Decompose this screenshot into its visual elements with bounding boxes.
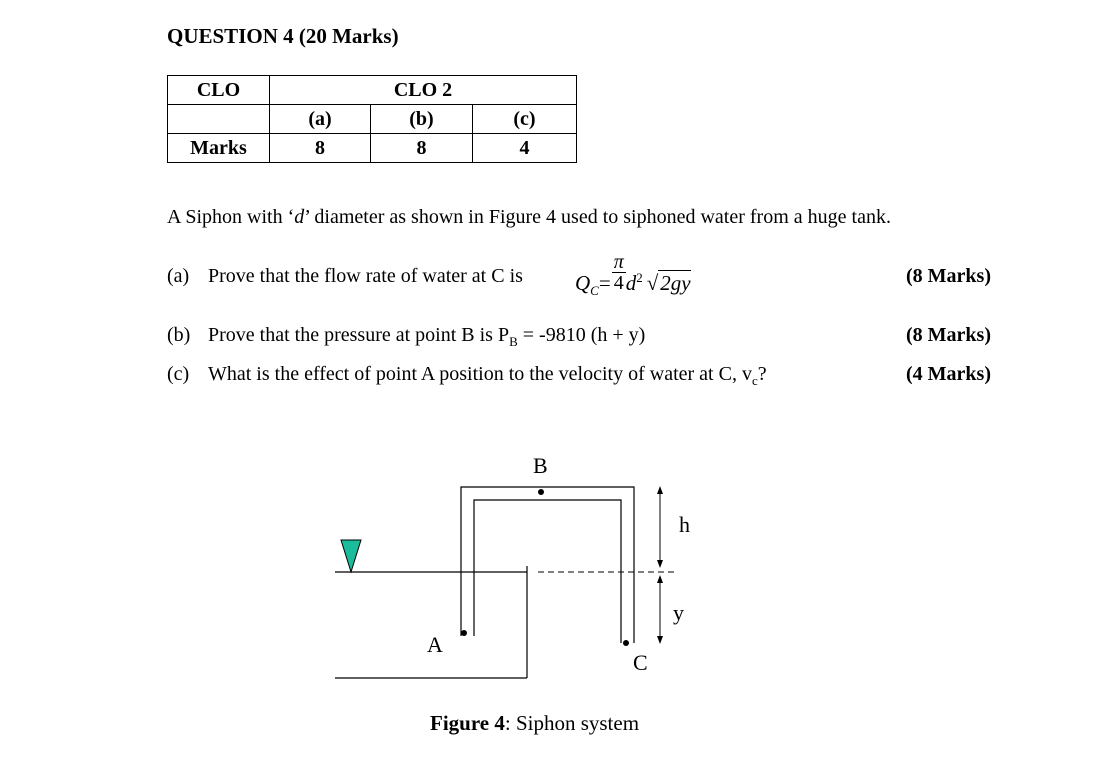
part-c-text: What is the effect of point A position to the velocity of water at C, $v_c$? <box>208 363 767 388</box>
label-y: y <box>673 600 684 625</box>
part-c-label: (c) <box>167 363 190 385</box>
label-c: C <box>633 650 648 675</box>
point-a-marker <box>461 630 467 636</box>
figure-caption: Figure 4: Siphon system <box>430 711 640 735</box>
part-c-header: (c) <box>473 105 577 134</box>
marks-b: 8 <box>371 134 473 163</box>
part-a-marks: (8 Marks) <box>906 265 991 287</box>
y-arrow-down-icon <box>657 636 663 644</box>
part-b-header: (b) <box>371 105 473 134</box>
label-h: h <box>679 512 690 537</box>
question-title: QUESTION 4 (20 Marks) <box>167 24 399 48</box>
label-b: B <box>533 453 548 478</box>
label-a: A <box>427 632 443 657</box>
marks-label: Marks <box>168 134 270 163</box>
part-a-header: (a) <box>270 105 371 134</box>
water-level-marker-icon <box>341 540 361 572</box>
marks-c: 4 <box>473 134 577 163</box>
part-a-text: Prove that the flow rate of water at C is <box>208 265 523 287</box>
part-b-marks: (8 Marks) <box>906 324 991 346</box>
diameter-variable: d <box>294 206 305 228</box>
part-a-label: (a) <box>167 265 190 287</box>
intro-text: A Siphon with ‘d’ diameter as shown in Figure 4 used to siphoned water from a huge tank. <box>167 206 891 228</box>
point-c-marker <box>623 640 629 646</box>
clo-value: CLO 2 <box>270 76 577 105</box>
point-b-marker <box>538 489 544 495</box>
part-b-label: (b) <box>167 324 191 346</box>
clo-label: CLO <box>168 76 270 105</box>
part-b-text: Prove that the pressure at point B is $P_B = -9810$ (h + y) <box>208 324 646 349</box>
siphon-outer-wall <box>461 487 634 643</box>
y-arrow-up-icon <box>657 575 663 583</box>
h-arrow-down-icon <box>657 560 663 568</box>
h-arrow-up-icon <box>657 486 663 494</box>
flow-rate-formula: $Q_C=$ $\frac{\pi}{4}$ $d^2$ √2gy <box>575 251 691 299</box>
marks-a: 8 <box>270 134 371 163</box>
part-c-marks: (4 Marks) <box>906 363 991 385</box>
